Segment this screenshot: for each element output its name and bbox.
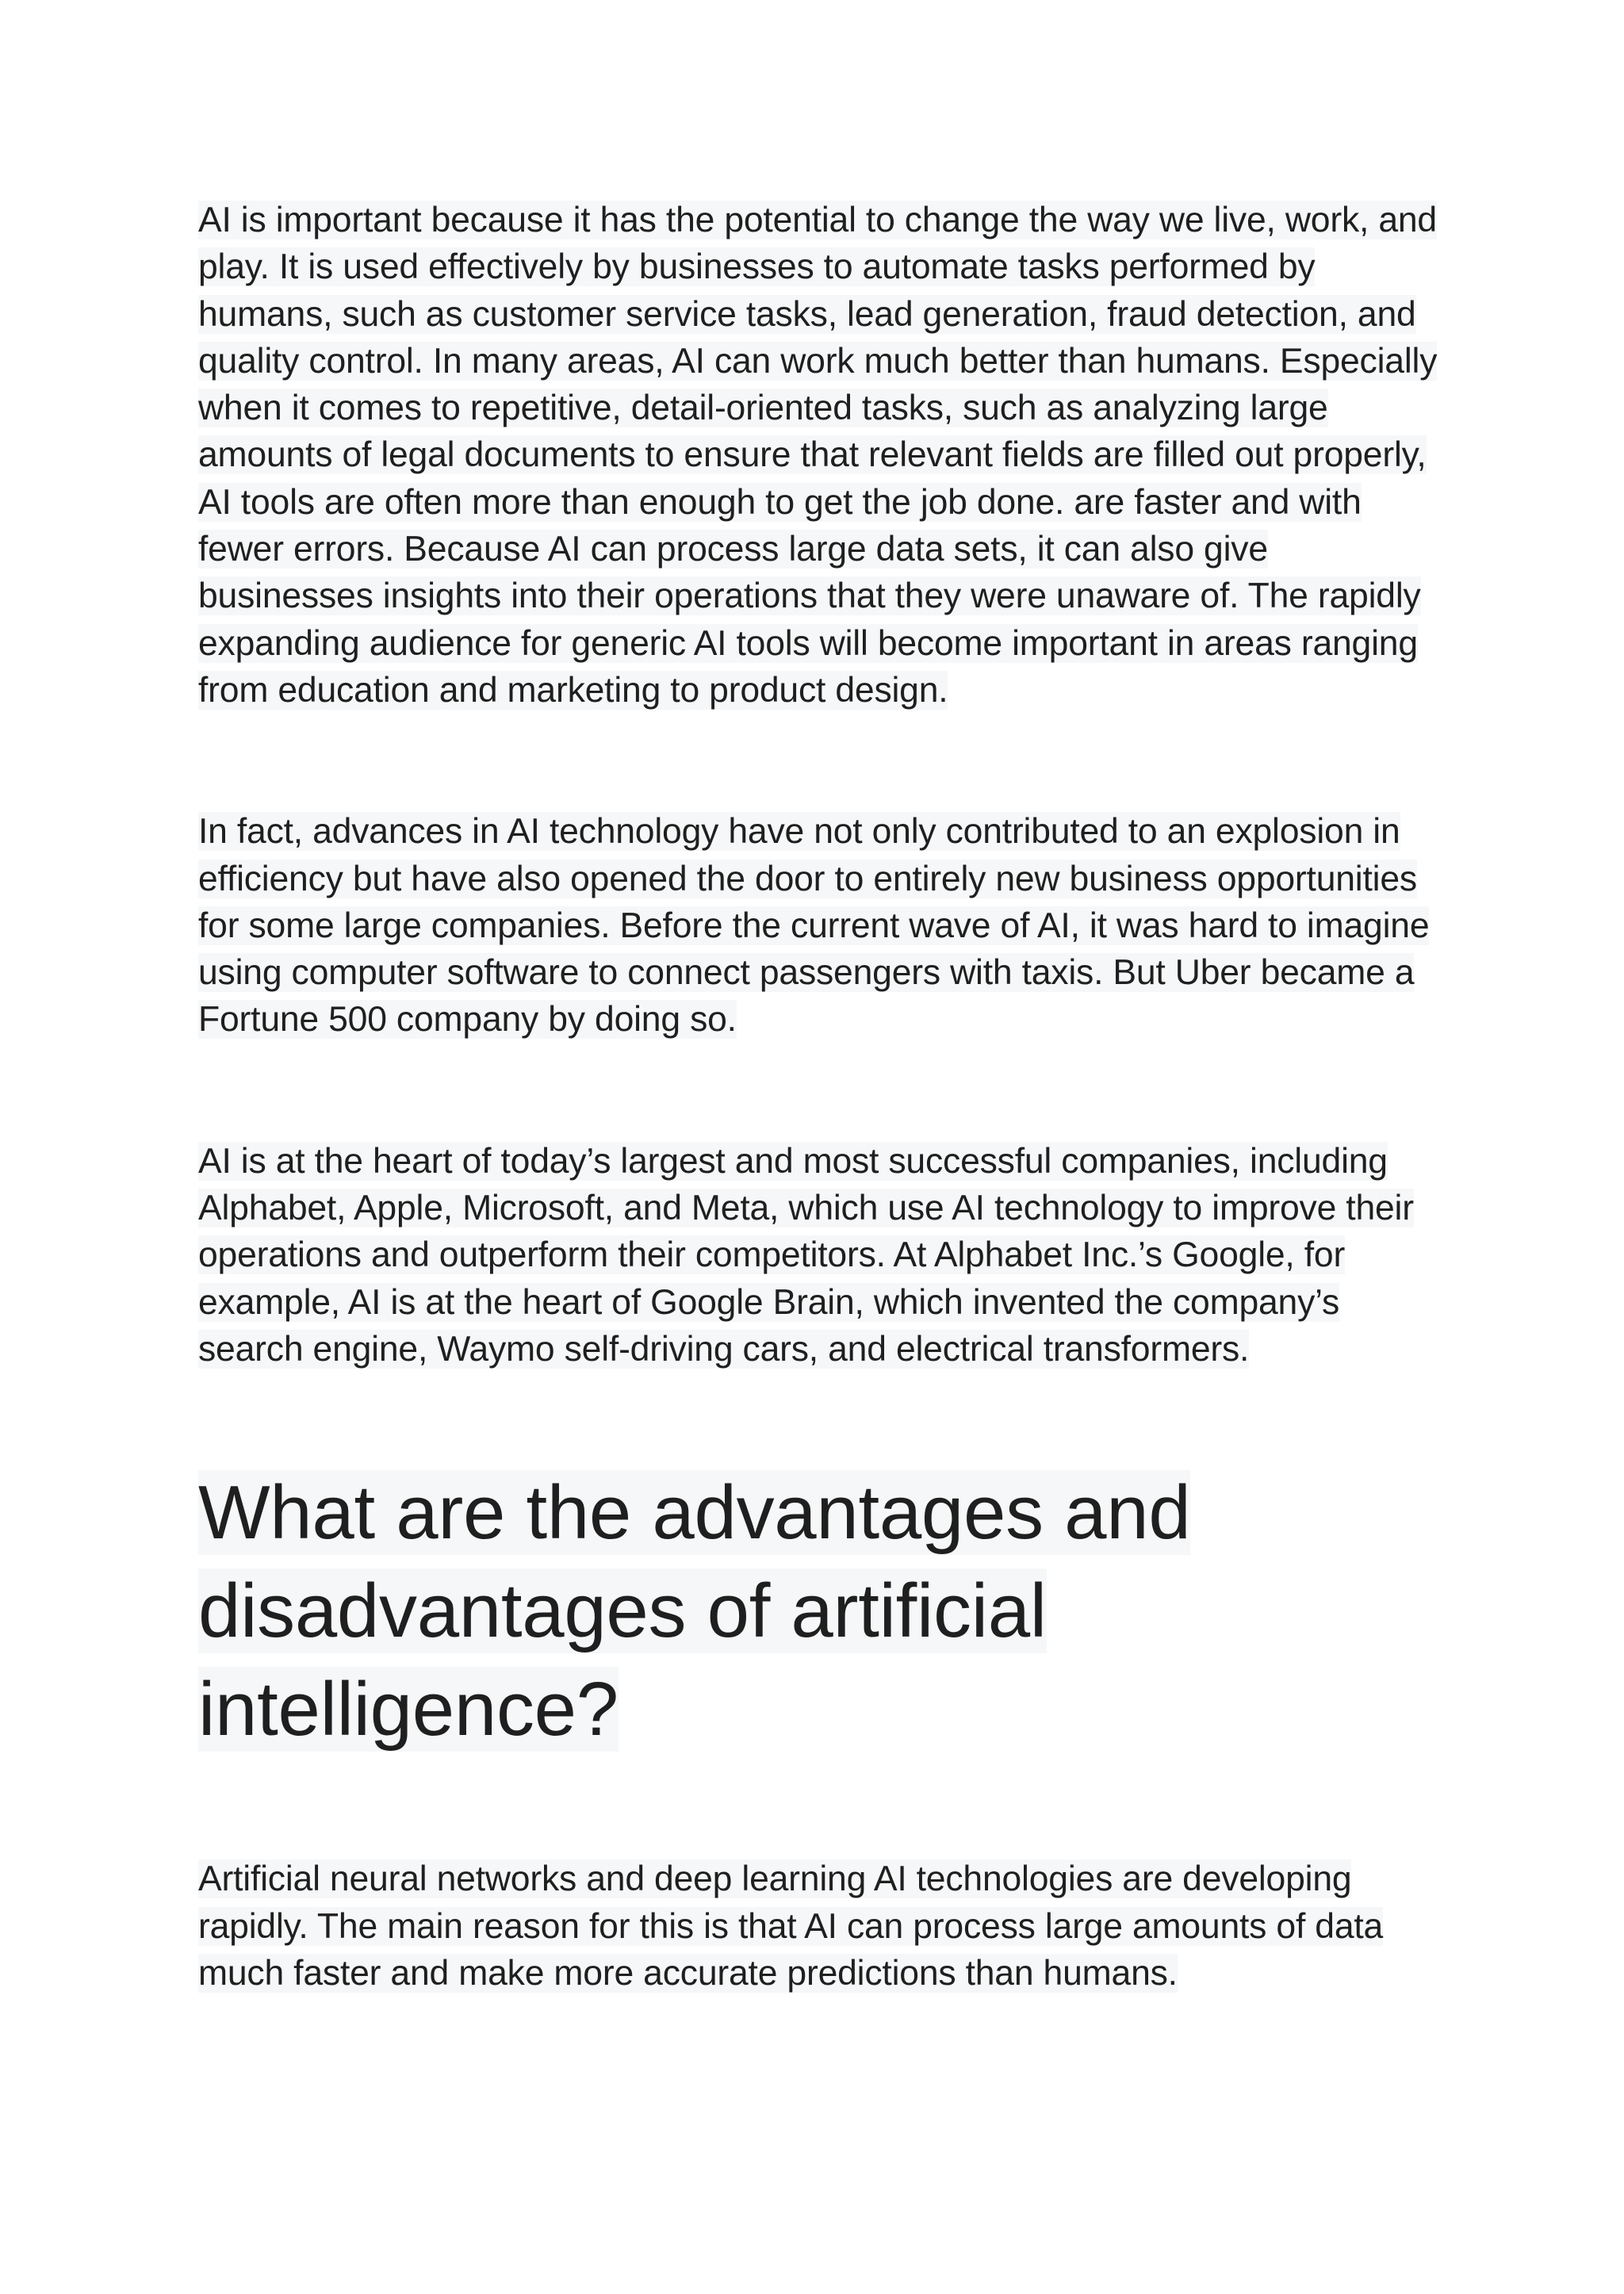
paragraph-business-opportunities <box>198 808 1451 1043</box>
paragraph-neural-networks <box>198 1855 1451 1997</box>
paragraph-text: In fact, advances in AI technology have not only contributed to an explosion in efficiency but have also opened the door to entirely new business opportunities for some large companies. Before the current wave of AI, it was hard to imagine using computer software to connect passengers with taxis. But Uber became a Fortune 500 company by doing so. <box>198 812 1430 1040</box>
paragraph-large-companies <box>198 1138 1451 1373</box>
document-content <box>198 197 1451 1997</box>
paragraph-text: AI is at the heart of today’s largest and most successful companies, including Alphabet, Apple, Microsoft, and Meta, which use AI technology to improve their operations and outperform their competitors. At Alphabet Inc.’s Google, for example, AI is at the heart of Google Brain, which invented the company’s search engine, Waymo self-driving cars, and electrical transformers. <box>198 1141 1414 1369</box>
section-heading <box>198 1464 1229 1759</box>
paragraph-text: AI is important because it has the potential to change the way we live, work, and play. It is used effectively by businesses to automate tasks performed by humans, such as customer service tasks, lead generation, fraud detection, and quality control. In many areas, AI can work much better than humans. Especially when it comes to repetitive, detail-oriented tasks, such as analyzing large amounts of legal documents to ensure that relevant fields are filled out properly, AI tools are often more than enough to get the job done. are faster and with fewer errors. Because AI can process large data sets, it can also give businesses insights into their operations that they were unaware of. The rapidly expanding audience for generic AI tools will become important in areas ranging from education and marketing to product design. <box>198 201 1438 710</box>
heading-text: What are the advantages and disadvantages of artificial intelligence? <box>198 1470 1191 1752</box>
paragraph-ai-importance <box>198 197 1451 714</box>
paragraph-text: Artificial neural networks and deep learning AI technologies are developing rapidly. The main reason for this is that AI can process large amounts of data much faster and make more accurate predictions than humans. <box>198 1859 1384 1993</box>
